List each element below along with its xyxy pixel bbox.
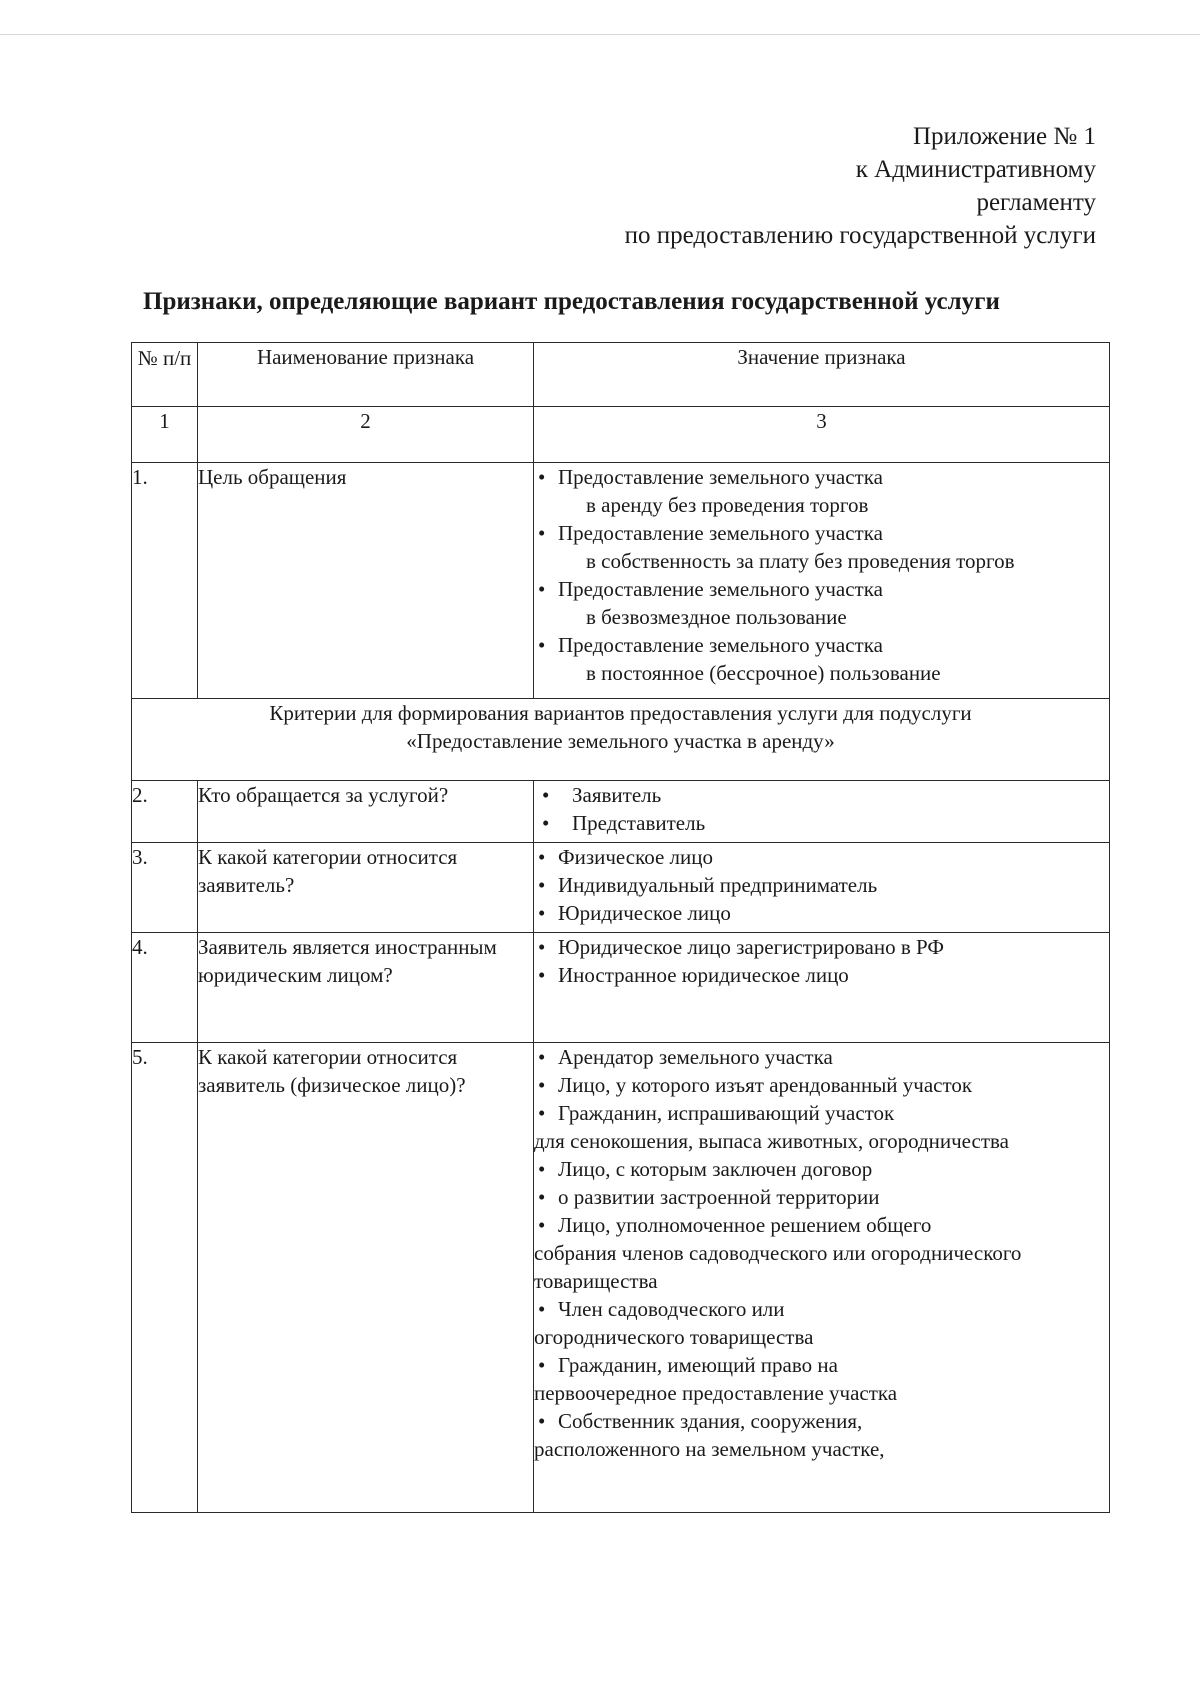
list-item: • Гражданин, испрашивающий участок для сенокошения, выпаса животных, огородничества (534, 1099, 1109, 1155)
table-row (132, 843, 1110, 933)
column-index-row (132, 407, 1110, 463)
header-value: Значение признака (534, 343, 1110, 407)
table-row (132, 1043, 1110, 1513)
criterion-name: К какой категории относится заявитель (физическое лицо)? (198, 1043, 534, 1513)
list-item: • Собственник здания, сооружения, расположенного на земельном участке, (534, 1407, 1109, 1463)
table-row (132, 463, 1110, 699)
header-num: № п/п (132, 343, 198, 407)
list-item: • Предоставление земельного участка в безвозмездное пользование (534, 575, 1109, 631)
appendix-line: Приложение № 1 (912, 123, 1096, 150)
list-item: • Предоставление земельного участка в собственность за плату без проведения торгов (534, 519, 1109, 575)
table-row (132, 781, 1110, 843)
criterion-values (534, 1043, 1110, 1513)
list-item: • о развитии застроенной территории (534, 1183, 1109, 1211)
table-header-row (132, 343, 1110, 407)
list-item: • Заявитель (534, 781, 1109, 809)
criteria-heading-line: «Предоставление земельного участка в аренду» (406, 729, 835, 753)
criterion-name: Цель обращения (198, 463, 534, 699)
list-item: • Арендатор земельного участка (534, 1043, 1109, 1071)
criteria-table (131, 342, 1110, 1513)
row-number: 3. (132, 843, 198, 933)
scan-edge-line (0, 34, 1200, 35)
criterion-values (534, 843, 1110, 933)
column-index: 3 (534, 407, 1110, 463)
criteria-section-heading (132, 699, 1110, 781)
list-item: • Гражданин, имеющий право на первоочередное предоставление участка (534, 1351, 1109, 1407)
criterion-values (534, 933, 1110, 1043)
list-item: • Лицо, у которого изъят арендованный участок (534, 1071, 1109, 1099)
criterion-name: Заявитель является иностранным юридическим лицом? (198, 933, 534, 1043)
criterion-name: К какой категории относится заявитель? (198, 843, 534, 933)
list-item: • Предоставление земельного участка в аренду без проведения торгов (534, 463, 1109, 519)
document-title: Признаки, определяющие вариант предоставления государственной услуги (143, 288, 1000, 315)
list-item: • Физическое лицо (534, 843, 1109, 871)
appendix-line: к Административному (855, 156, 1096, 183)
table-row (132, 933, 1110, 1043)
column-index: 1 (132, 407, 198, 463)
criterion-values (534, 463, 1110, 699)
criteria-heading-line: Критерии для формирования вариантов предоставления услуги для подуслуги (269, 701, 972, 725)
criterion-name: Кто обращается за услугой? (198, 781, 534, 843)
list-item: • Юридическое лицо (534, 899, 1109, 927)
column-index: 2 (198, 407, 534, 463)
list-item: • Член садоводческого или огороднического товарищества (534, 1295, 1109, 1351)
appendix-line: по предоставлению государственной услуги (624, 222, 1096, 249)
criterion-values (534, 781, 1110, 843)
row-number: 5. (132, 1043, 198, 1513)
list-item: • Юридическое лицо зарегистрировано в РФ (534, 933, 1109, 961)
header-name: Наименование признака (198, 343, 534, 407)
appendix-header (476, 120, 1096, 252)
list-item: • Предоставление земельного участка в постоянное (бессрочное) пользование (534, 631, 1109, 687)
list-item: • Лицо, уполномоченное решением общего собрания членов садоводческого или огороднического товарищества (534, 1211, 1109, 1295)
row-number: 2. (132, 781, 198, 843)
row-number: 1. (132, 463, 198, 699)
list-item: • Индивидуальный предприниматель (534, 871, 1109, 899)
list-item: • Иностранное юридическое лицо (534, 961, 1109, 989)
row-number: 4. (132, 933, 198, 1043)
criteria-section-row (132, 699, 1110, 781)
appendix-line: регламенту (976, 189, 1096, 216)
list-item: • Представитель (534, 809, 1109, 837)
list-item: • Лицо, с которым заключен договор (534, 1155, 1109, 1183)
